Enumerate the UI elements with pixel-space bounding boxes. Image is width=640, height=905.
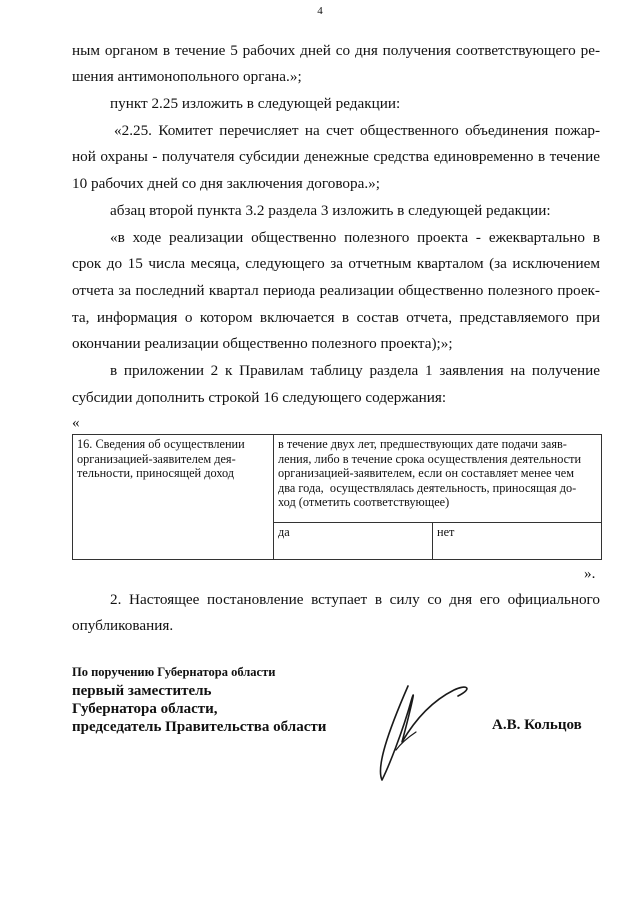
- body-line: «2.25. Комитет перечисляет на счет общественного объединения пожар-: [114, 122, 600, 139]
- application-table: [72, 434, 602, 560]
- option-yes-cell: да: [274, 523, 433, 560]
- page-number: 4: [317, 5, 323, 17]
- table-row-text-line: ления, либо в течение срока осуществления деятельности: [278, 451, 582, 466]
- body-line: шения антимонопольного органа.»;: [72, 68, 302, 85]
- option-no-cell: нет: [433, 523, 602, 560]
- body-line: абзац второй пункта 3.2 раздела 3 изложить в следующей редакции:: [110, 202, 551, 219]
- body-line: пункт 2.25 изложить в следующей редакции:: [110, 95, 401, 112]
- body-line: ным органом в течение 5 рабочих дней со дня получения соответствующего ре-: [72, 42, 600, 59]
- body-line: окончании реализации общественно полезного проекта);»;: [72, 335, 453, 352]
- body-line: та, информация о котором включается в состав отчета, представляемого при: [72, 309, 600, 326]
- table-row-label-line: организацией-заявителем дея-: [77, 451, 236, 466]
- body-line: в приложении 2 к Правилам таблицу раздела 1 заявления на получение: [110, 362, 600, 379]
- table-row-label-line: тельности, приносящей доход: [77, 466, 235, 481]
- table-row-label-line: 16. Сведения об осуществлении: [77, 437, 245, 451]
- table-row-text-line: организацией-заявителем, если он составляет менее чем: [278, 466, 575, 481]
- table-row-description-cell: [274, 435, 602, 523]
- signature-title: Губернатора области,: [72, 701, 218, 717]
- body-line: срок до 15 числа месяца, следующего за отчетным кварталом (за исключением: [72, 255, 600, 272]
- body-line: отчета за последний квартал периода реализации общественно полезного проек-: [72, 282, 600, 299]
- body-line: 2. Настоящее постановление вступает в силу со дня его официального: [110, 591, 600, 608]
- body-line: «в ходе реализации общественно полезного проекта - ежеквартально в: [110, 229, 600, 246]
- table-row-text-line: ход (отметить соответствующее): [278, 495, 450, 510]
- body-line: опубликования.: [72, 617, 174, 634]
- table-row-text-line: в течение двух лет, предшествующих дате подачи заяв-: [278, 437, 567, 451]
- table-row-text-line: два года, осуществлялась деятельность, приносящая до-: [278, 480, 577, 495]
- close-quote: ».: [584, 565, 596, 582]
- signer-name: А.В. Кольцов: [492, 717, 582, 733]
- signature-title: первый заместитель: [72, 683, 212, 699]
- open-quote: «: [72, 414, 80, 431]
- body-line: 10 рабочих дней со дня заключения договора.»;: [72, 175, 380, 192]
- body-line: субсидии дополнить строкой 16 следующего содержания:: [72, 389, 447, 406]
- table-row-label-cell: [73, 435, 274, 560]
- signature-title: председатель Правительства области: [72, 719, 327, 735]
- body-line: ной охраны - получателя субсидии денежные средства единовременно в течение: [72, 148, 600, 165]
- signature-authority: По поручению Губернатора области: [72, 665, 276, 679]
- handwritten-signature: [358, 672, 498, 792]
